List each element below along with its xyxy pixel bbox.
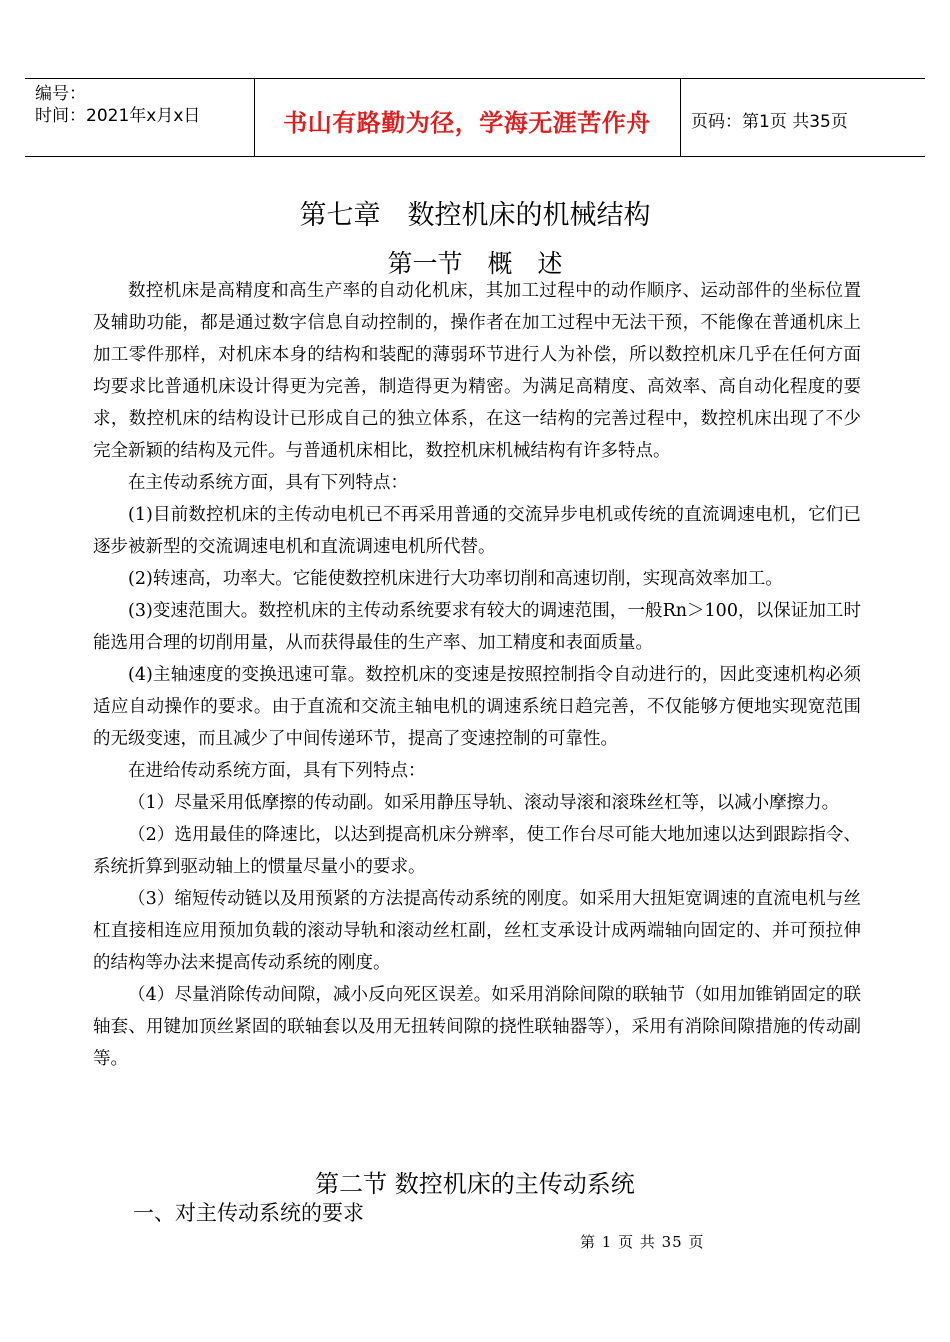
paragraph: (3)变速范围大。数控机床的主传动系统要求有较大的调速范围，一般Rn＞100，以保证加工时能选用合理的切削用量，从而获得最佳的生产率、加工精度和表面质量。: [93, 601, 861, 653]
paragraph: （4）尽量消除传动间隙，减小反向死区误差。如采用消除间隙的联轴节（如用加锥销固定的联轴套、用键加顶丝紧固的联轴套以及用无扭转间隙的挠性联轴器等），采用有消除间隙措施的传动副等。: [93, 985, 861, 1069]
paragraph: 数控机床是高精度和高生产率的自动化机床，其加工过程中的动作顺序、运动部件的坐标位置及辅助功能，都是通过数字信息自动控制的，操作者在加工过程中无法干预，不能像在普通机床上加工零件那样，对机床本身的结构和装配的薄弱环节进行人为补偿，所以数控机床几乎在任何方面均要求比普通机床设计得更为完善，制造得更为精密。为满足高精度、高效率、高自动化程度的要求，数控机床的结构设计已形成自己的独立体系，在这一结构的完善过程中，数控机床出现了不少完全新颖的结构及元件。与普通机床相比，数控机床机械结构有许多特点。: [93, 281, 861, 461]
paragraph: （3）缩短传动链以及用预紧的方法提高传动系统的刚度。如采用大扭矩宽调速的直流电机与丝杠直接相连应用预加负载的滚动导轨和滚动丝杠副，丝杠支承设计成两端轴向固定的、并可预拉伸的结构等办法来提高传动系统的刚度。: [93, 889, 861, 973]
paragraph: 在主传动系统方面，具有下列特点：: [128, 473, 408, 493]
header-divider: [680, 79, 681, 156]
page-footer: 第 1 页 共 35 页: [580, 1233, 705, 1251]
header-page-info: 页码：第1页 共35页: [691, 112, 848, 132]
header-meta: [35, 83, 200, 127]
paragraph: (1)目前数控机床的主传动电机已不再采用普通的交流异步电机或传统的直流调速电机，它们已逐步被新型的交流调速电机和直流调速电机所代替。: [93, 505, 861, 557]
paragraph: (2)转速高，功率大。它能使数控机床进行大功率切削和高速切削，实现高效率加工。: [128, 569, 783, 589]
paragraph: (4)主轴速度的变换迅速可靠。数控机床的变速是按照控制指令自动进行的，因此变速机构必须适应自动操作的要求。由于直流和交流主轴电机的调速系统日趋完善，不仅能够方便地实现宽范围的无级变速，而且减少了中间传递环节，提高了变速控制的可靠性。: [93, 665, 861, 749]
document-number-label: 编号：: [35, 84, 86, 104]
header-motto: 书山有路勤为径，学海无涯苦作舟: [283, 109, 651, 137]
page-header: [25, 78, 925, 157]
document-date-label: 时间：2021年x月x日: [35, 106, 201, 126]
paragraph: （1）尽量采用低摩擦的传动副。如采用静压导轨、滚动导滚和滚珠丝杠等，以减小摩擦力。: [128, 793, 840, 813]
paragraph: （2）选用最佳的降速比，以达到提高机床分辨率，使工作台尽可能大地加速以达到跟踪指令、系统折算到驱动轴上的惯量尽量小的要求。: [93, 825, 861, 877]
section-title: 第一节 概 述: [387, 249, 563, 278]
body-text: [93, 275, 861, 1075]
section-title: 第二节 数控机床的主传动系统: [315, 1170, 635, 1198]
paragraph: 在进给传动系统方面，具有下列特点：: [128, 761, 426, 781]
subsection-title: 一、对主传动系统的要求: [133, 1201, 364, 1225]
chapter-title: 第七章 数控机床的机械结构: [299, 200, 651, 231]
